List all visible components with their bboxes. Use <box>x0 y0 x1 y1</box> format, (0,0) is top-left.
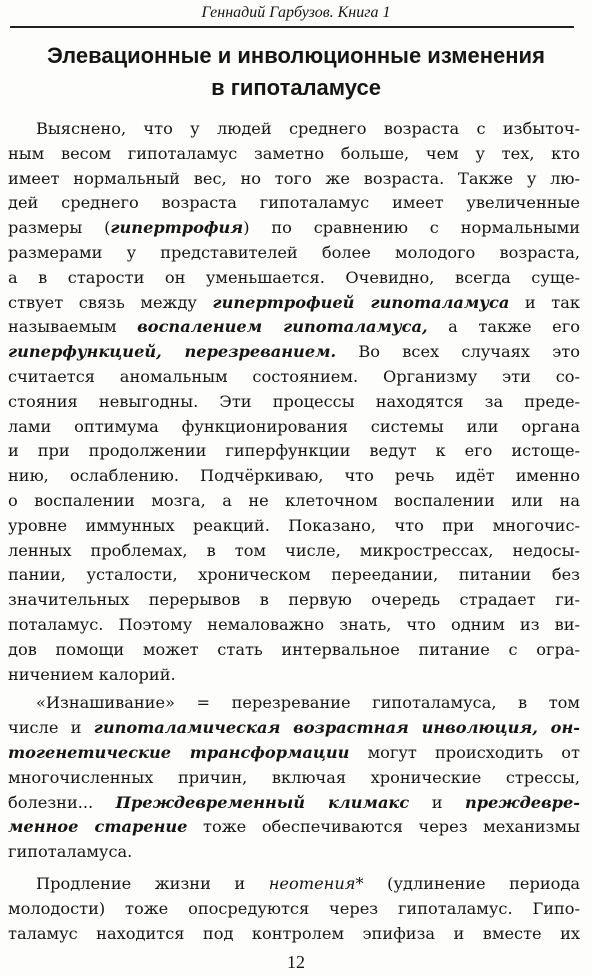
text-segment: числе и <box>8 718 94 738</box>
text-segment: поталамус. Поэтому немаловажно знать, что одним из ви- <box>8 614 580 634</box>
emphasis-text: воспалением гипоталамуса, <box>137 317 428 337</box>
text-segment: Во всех случаях это <box>336 342 580 362</box>
text-line <box>8 563 580 588</box>
text-line <box>8 315 580 340</box>
text-segment: и при продолжении гиперфункции ведут к его истоще- <box>8 441 580 461</box>
text-line <box>8 415 580 440</box>
text-line <box>8 613 580 638</box>
text-segment: ленных проблемах, в том числе, микрострессах, недосы- <box>8 540 580 560</box>
text-line <box>8 539 580 564</box>
text-line <box>8 489 580 514</box>
text-line <box>8 291 580 316</box>
text-segment: дей среднего возраста гипоталамус имеет увеличенные <box>8 193 580 213</box>
emphasis-text: гипертрофия <box>110 218 244 238</box>
running-header: Геннадий Гарбузов. Книга 1 <box>201 4 391 21</box>
text-segment: тоже обеспечиваются через механизмы <box>187 817 580 837</box>
emphasis-text: гипертрофией гипоталамуса <box>212 292 510 312</box>
text-segment: называемым <box>8 317 138 337</box>
text-segment: многочисленных причин, включая хронические стрессы, <box>8 767 580 787</box>
text-line <box>8 766 580 791</box>
text-line <box>8 741 580 766</box>
text-line <box>8 897 580 922</box>
text-segment: имеет нормальный вес, но того же возраста. Также у лю- <box>8 168 580 188</box>
text-line <box>8 638 580 663</box>
text-line <box>8 142 580 167</box>
text-line <box>8 390 580 415</box>
emphasis-text: тогенетические трансформации <box>8 742 350 762</box>
text-segment: ничением калорий. <box>8 664 176 684</box>
text-segment: ) по сравнению с нормальными <box>243 218 580 238</box>
text-segment: считается аномальным состоянием. Организму эти со- <box>8 366 580 386</box>
text-line <box>8 241 580 266</box>
text-segment: молодости) тоже опосредуются через гипоталамус. Гипо- <box>8 898 580 918</box>
text-segment: значительных перерывов в первую очередь страдает ги- <box>8 590 580 610</box>
text-line <box>8 266 580 291</box>
text-segment: ным весом гипоталамус заметно больше, чем у тех, кто <box>8 143 580 163</box>
text-segment: таламус находится под контролем эпифиза и вместе их <box>8 923 580 943</box>
text-segment: Продление жизни и <box>36 873 269 893</box>
emphasis-text: гиперфункцией, перезреванием. <box>8 342 337 362</box>
header-rule <box>10 26 574 28</box>
text-segment: а в старости он уменьшается. Очевидно, всегда суще- <box>8 267 580 287</box>
text-segment: пании, усталости, хроническом переедании, питании без <box>8 565 580 585</box>
section-title-line-2: в гипоталамусе <box>211 75 381 100</box>
text-segment: и так <box>509 292 581 312</box>
text-segment: «Изнашивание» = перезревание гипоталамуса, в том <box>36 693 580 713</box>
text-line <box>8 514 580 539</box>
text-line <box>8 340 580 365</box>
section-title <box>0 40 592 104</box>
text-line <box>8 840 580 865</box>
page-number: 12 <box>287 952 305 972</box>
emphasis-text: преждевре- <box>464 792 580 812</box>
body-text <box>8 117 580 946</box>
text-line <box>8 216 580 241</box>
text-segment: * (удлинение периода <box>355 873 580 893</box>
text-segment: могут происходить от <box>349 742 581 762</box>
text-segment: ствует связь между <box>8 292 213 312</box>
text-segment: гипоталамуса. <box>8 842 133 862</box>
text-segment: уровне иммунных реакций. Показано, что при многочис- <box>8 515 580 535</box>
text-line <box>8 117 580 142</box>
text-segment: о воспалении мозга, а не клеточном воспалении или на <box>8 490 580 510</box>
text-segment: и <box>409 792 465 812</box>
text-line <box>8 716 580 741</box>
text-segment: дов помощи может стать интервальное питание с огра- <box>8 639 580 659</box>
text-segment: Выяснено, что у людей среднего возраста с избыточ- <box>36 119 580 138</box>
text-line <box>8 663 580 688</box>
text-segment: а также его <box>427 317 580 337</box>
text-line <box>8 464 580 489</box>
text-line <box>8 191 580 216</box>
text-line <box>8 365 580 390</box>
text-line <box>8 922 580 947</box>
text-segment: лами оптимума функционирования системы или органа <box>8 416 580 436</box>
text-line <box>8 691 580 716</box>
section-title-line-1: Элевационные и инволюционные изменения <box>47 43 545 68</box>
text-segment: размерами у представителей более молодого возраста, <box>8 242 580 262</box>
text-segment: стояния невыгодны. Эти процессы находятся за преде- <box>8 391 580 411</box>
text-segment: размеры ( <box>8 218 111 238</box>
emphasis-text: гипоталамическая возрастная инволюция, он- <box>93 718 580 738</box>
text-line <box>8 815 580 840</box>
text-line <box>8 439 580 464</box>
emphasis-text: Преждевременный климакс <box>115 792 410 812</box>
emphasis-text: менное старение <box>8 817 188 837</box>
text-line <box>8 167 580 192</box>
text-segment: нию, ослаблению. Подчёркиваю, что речь идёт именно <box>8 466 580 486</box>
text-line <box>8 791 580 816</box>
emphasis-text: неотения <box>268 873 356 893</box>
text-segment: болезни... <box>8 792 116 812</box>
text-line <box>8 588 580 613</box>
text-line <box>8 872 580 897</box>
